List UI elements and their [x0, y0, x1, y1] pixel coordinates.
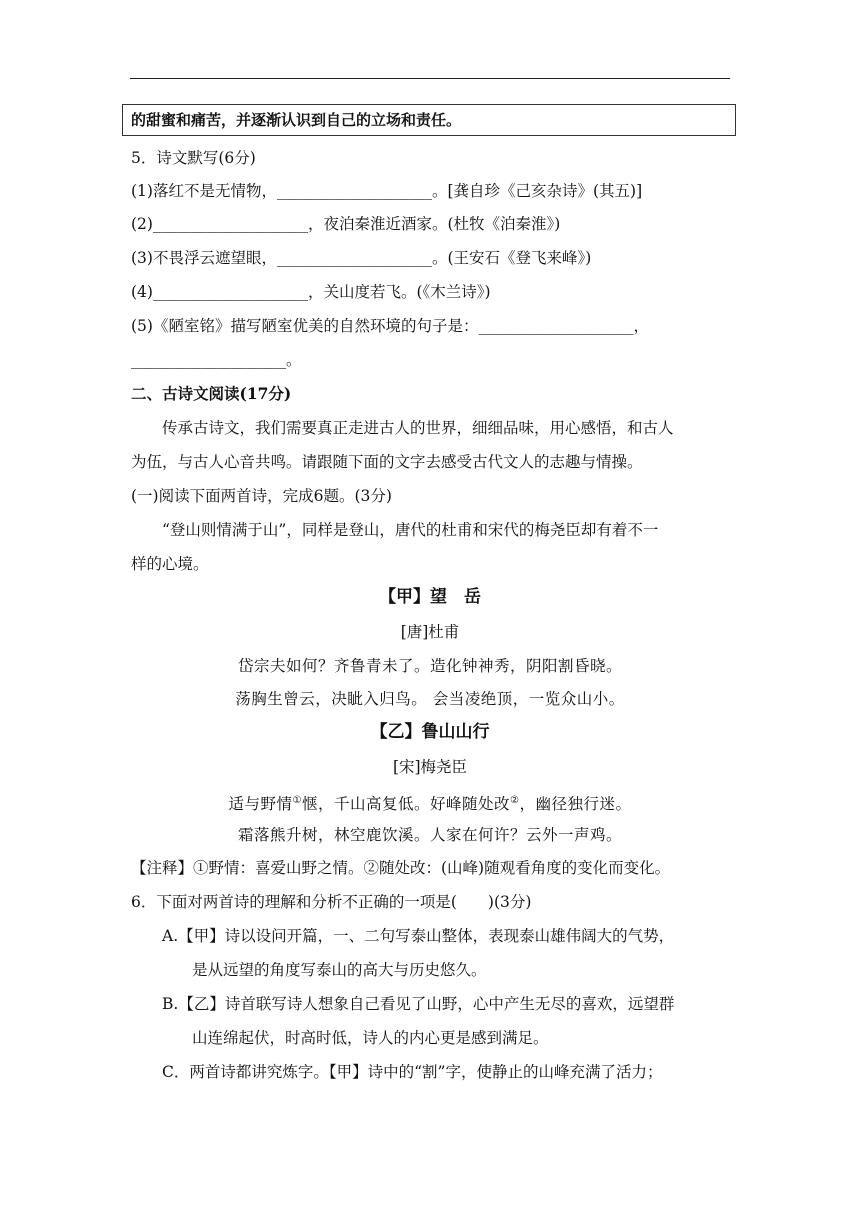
q5-item-5-cont: ____________________。 [131, 351, 302, 369]
poem-a-author: [唐]杜甫 [400, 623, 460, 641]
poem-a-line-1: 岱宗夫如何？齐鲁青未了。造化钟神秀，阴阳割昏晓。 [237, 657, 622, 675]
footnote-mark-2: ② [510, 795, 520, 806]
q5-item-2: (2)____________________，夜泊秦淮近酒家。(杜牧《泊秦淮》) [131, 215, 561, 233]
q6-option-b-line-1: B.【乙】诗首联写诗人想象自己看见了山野，心中产生无尽的喜欢，远望群 [162, 995, 675, 1013]
q6-option-a-line-2: 是从远望的角度写泰山的高大与历史悠久。 [192, 961, 487, 979]
q5-item-4: (4)____________________，关山度若飞。(《木兰诗》) [131, 283, 491, 301]
q6-option-b-line-2: 山连绵起伏，时高时低，诗人的内心更是感到满足。 [192, 1029, 549, 1047]
part1-heading: (一)阅读下面两首诗，完成6题。(3分) [131, 487, 392, 505]
poem-a-line-2: 荡胸生曾云，决眦入归鸟。 会当凌绝顶，一览众山小。 [235, 690, 625, 708]
poem-a-title: 【甲】望 岳 [379, 587, 481, 607]
poem-b-title: 【乙】鲁山山行 [370, 722, 490, 742]
boxed-text: 的甜蜜和痛苦，并逐渐认识到自己的立场和责任。 [122, 104, 736, 136]
q5-item-5: (5)《陋室铭》描写陋室优美的自然环境的句子是：____________________， [131, 317, 649, 335]
footnote-mark-1: ① [292, 795, 302, 806]
section2-intro-2: 为伍，与古人心音共鸣。请跟随下面的文字去感受古代文人的志趣与情操。 [131, 453, 643, 471]
part1-intro-1: “登山则情满于山”，同样是登山，唐代的杜甫和宋代的梅尧臣却有着不一 [162, 521, 659, 539]
poem-b-author: [宋]梅尧臣 [392, 758, 468, 776]
q5-item-3: (3)不畏浮云遮望眼，____________________。(王安石《登飞来峰》) [131, 249, 592, 267]
poem-b-line-1-part-a: 适与野情 [228, 795, 293, 814]
poem-b-line-2: 霜落熊升树，林空鹿饮溪。人家在何许？云外一声鸡。 [237, 826, 622, 844]
q6-option-c-line-1: C．两首诗都讲究炼字。【甲】诗中的“割”字，使静止的山峰充满了活力； [162, 1063, 663, 1081]
q5-heading: 5．诗文默写(6分) [131, 149, 256, 167]
header-rule [130, 78, 730, 79]
q6-option-a-line-1: A.【甲】诗以设问开篇，一、二句写泰山整体，表现泰山雄伟阔大的气势， [162, 927, 675, 945]
q6-stem: 6．下面对两首诗的理解和分析不正确的一项是( )(3分) [131, 893, 532, 911]
annotation-note: 【注释】①野情：喜爱山野之情。②随处改：(山峰)随观看角度的变化而变化。 [131, 859, 671, 877]
poem-b-line-1 [0, 791, 860, 814]
section2-heading: 二、古诗文阅读(17分) [131, 384, 292, 403]
poem-b-line-1-part-b: 惬，千山高复低。好峰随处改 [301, 795, 510, 814]
q5-item-1: (1)落红不是无情物，____________________。[龚自珍《己亥杂诗》(其五)] [131, 182, 643, 200]
section2-intro-1: 传承古诗文，我们需要真正走进古人的世界，细细品味，用心感悟，和古人 [162, 419, 674, 437]
poem-b-line-1-part-c: ，幽径独行迷。 [519, 795, 632, 814]
part1-intro-2: 样的心境。 [131, 555, 209, 573]
